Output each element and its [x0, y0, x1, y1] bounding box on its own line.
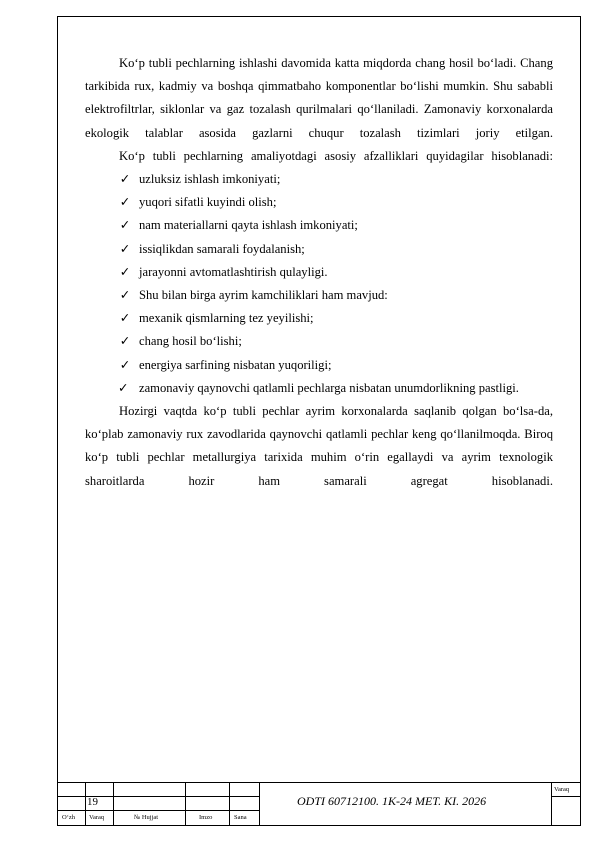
list-item: ✓ mexanik qismlarning tez yeyilishi;	[85, 307, 553, 330]
paragraph-dust: Ko‘p tubli pechlarning ishlashi davomida katta miqdorda chang hosil bo‘ladi. Chang tarkibida rux, kadmiy va boshqa qimmatbaho komponentlar bo‘lishi mumkin. Shu sababli elektrofiltrlar, siklonlar va gaz tozalash qurilmalari qo‘llaniladi. Zamonaviy korxonalarda ekologik talablar asosida gazlarni chuqur tozalash tizimlari joriy etilgan.	[85, 56, 553, 140]
check-icon: ✓	[119, 241, 131, 256]
list-item: ✓ Shu bilan birga ayrim kamchiliklari ham mavjud:	[85, 284, 553, 307]
sheet-label: Varaq	[554, 786, 570, 793]
column-imzo: Imzo	[199, 814, 213, 821]
list-item: ✓ yuqori sifatli kuyindi olish;	[85, 191, 553, 214]
list-item: ✓ issiqlikdan samarali foydalanish;	[85, 238, 553, 261]
list-item: ✓ jarayonni avtomatlashtirish qulayligi.	[85, 261, 553, 284]
check-icon: ✓	[118, 380, 129, 395]
paragraph-advantages-intro: Ko‘p tubli pechlarning amaliyotdagi asosiy afzalliklari quyidagilar hisoblanadi:	[119, 148, 553, 163]
list-item: ✓ uzluksiz ishlash imkoniyati;	[85, 168, 553, 191]
list-item: ✓ energiya sarfining nisbatan yuqoriligi;	[85, 354, 553, 377]
disadvantages-list	[85, 284, 553, 400]
document-code: ODTI 60712100. 1K-24 MET. KI. 2026	[297, 794, 487, 808]
check-icon: ✓	[119, 288, 131, 303]
list-item: ✓ chang hosil bo‘lishi;	[85, 330, 553, 353]
check-icon: ✓	[119, 357, 131, 372]
paragraph-conclusion: Hozirgi vaqtda ko‘p tubli pechlar ayrim korxonalarda saqlanib qolgan bo‘lsa-da, ko‘plab zamonaviy rux zavodlarida qaynovchi qatlamli pechlar keng qo‘llanilmoqda. Biroq ko‘p tubli pechlar metallurgiya tarixida muhim o‘rin egallaydi va ayrim texnologik sharoitlarda hozir ham samarali agregat hisoblanadi.	[85, 404, 553, 488]
check-icon: ✓	[119, 264, 131, 279]
column-varaq: Varaq	[89, 814, 105, 821]
column-sana: Sana	[234, 814, 247, 821]
check-icon: ✓	[119, 311, 131, 326]
check-icon: ✓	[119, 172, 131, 187]
list-item: ✓ nam materiallarni qayta ishlash imkoniyati;	[85, 214, 553, 237]
column-ozh: O‘zh	[62, 814, 75, 821]
check-icon: ✓	[119, 218, 131, 233]
check-icon: ✓	[119, 334, 131, 349]
page-number: 19	[87, 796, 98, 808]
column-hujjat: № Hujjat	[134, 814, 159, 821]
list-item: ✓ zamonaviy qaynovchi qatlamli pechlarga nisbatan unumdorlikning pastligi.	[85, 377, 553, 400]
document-body	[85, 52, 553, 493]
check-icon: ✓	[119, 195, 131, 210]
title-block	[57, 782, 581, 826]
advantages-list	[85, 168, 553, 284]
